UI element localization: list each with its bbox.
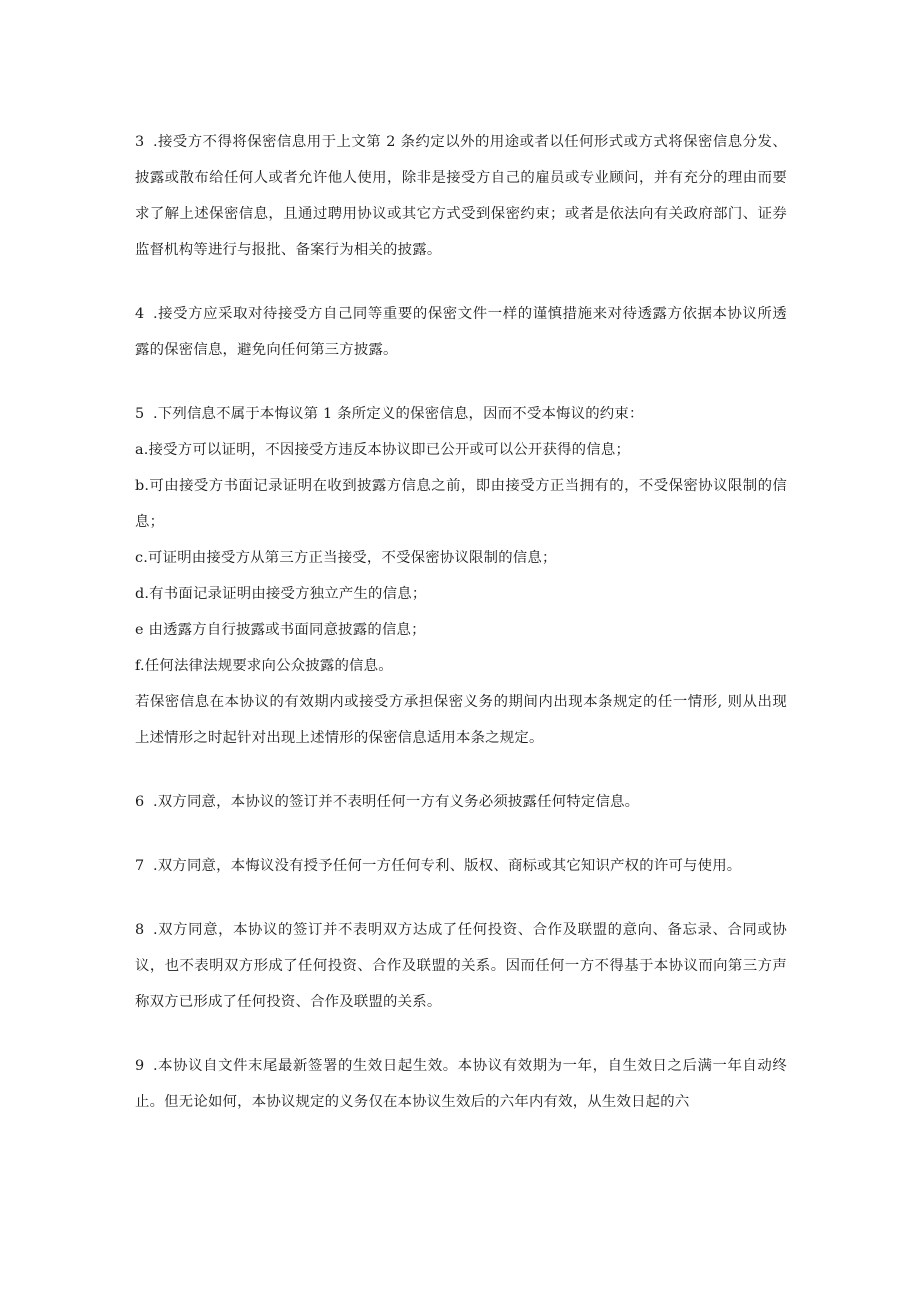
clause-text-line: .接受方应采取对待接受方自己同等重要的保密文件一样的谨慎措施来对待透露方依据本协议所透 — [153, 306, 787, 322]
list-item-b: b.可由接受方书面记录证明在收到披露方信息之前，即由接受方正当拥有的，不受保密协议限制的信 — [135, 478, 787, 494]
clause-number: 8 — [135, 922, 145, 938]
clause-number: 6 — [135, 794, 145, 810]
clause-number: 7 — [135, 858, 145, 874]
clause-number: 5 — [135, 406, 145, 422]
clause-number: 4 — [135, 306, 145, 322]
clause-text-line: 求了解上述保密信息，且通过聘用协议或其它方式受到保密约束；或者是依法向有关政府部门、证券 — [135, 206, 787, 222]
list-item-c: c.可证明由接受方从第三方正当接受，不受保密协议限制的信息； — [135, 550, 557, 566]
clause-text-line: .接受方不得将保密信息用于上文第 2 条约定以外的用途或者以任何形式或方式将保密信息分发、 — [153, 134, 787, 150]
clause-3 — [135, 124, 787, 268]
list-item-e: e 由透露方自行披露或书面同意披露的信息； — [135, 622, 426, 638]
clause-text-line: 上述情形之时起针对出现上述情形的保密信息适用本条之规定。 — [135, 730, 544, 746]
clause-text-line: 露的保密信息，避免向任何第三方披露。 — [135, 342, 398, 358]
clause-8 — [135, 912, 787, 1020]
list-item-a: a.接受方可以证明，不因接受方违反本协议即已公开或可以公开获得的信息； — [135, 442, 631, 458]
clause-text-line: .本协议自文件末尾最新签署的生效日起生效。本协议有效期为一年，自生效日之后满一年自动终 — [153, 1058, 787, 1074]
clause-text-line: 披露或散布给任何人或者允许他人使用，除非是接受方自己的雇员或专业顾问，并有充分的理由而要 — [135, 170, 787, 186]
document-body — [135, 124, 787, 1120]
clause-5 — [135, 396, 787, 756]
clause-text-line: 称双方已形成了任何投资、合作及联盟的关系。 — [135, 994, 442, 1010]
clause-6 — [135, 784, 787, 820]
list-item-d: d.有书面记录证明由接受方独立产生的信息； — [135, 586, 427, 602]
clause-text-line: 监督机构等进行与报批、备案行为相关的披露。 — [135, 242, 442, 258]
list-item-b-cont: 息； — [135, 514, 165, 530]
clause-text-line: .下列信息不属于本悔议第 1 条所定义的保密信息，因而不受本悔议的约束： — [153, 406, 644, 422]
clause-text-line: .双方同意，本悔议没有授予任何一方任何专利、版权、商标或其它知识产权的许可与使用。 — [153, 858, 742, 874]
clause-9 — [135, 1048, 787, 1120]
clause-4 — [135, 296, 787, 368]
clause-number: 3 — [135, 134, 145, 150]
clause-text-line: 若保密信息在本协议的有效期内或接受方承担保密义务的期间内出现本条规定的任一情形, 则从出现 — [135, 694, 787, 710]
clause-text-line: .双方同意，本协议的签订并不表明双方达成了任何投资、合作及联盟的意向、备忘录、合同或协 — [153, 922, 787, 938]
list-item-f: f.任何法律法规要求向公众披露的信息。 — [135, 658, 393, 674]
clause-number: 9 — [135, 1058, 145, 1074]
clause-text-line: 议，也不表明双方形成了任何投资、合作及联盟的关系。因而任何一方不得基于本协议而向第三方声 — [135, 958, 787, 974]
clause-7 — [135, 848, 787, 884]
clause-text-line: 止。但无论如何，本协议规定的义务仅在本协议生效后的六年内有效，从生效日起的六 — [135, 1094, 690, 1110]
clause-text-line: .双方同意，本协议的签订并不表明任何一方有义务必须披露任何特定信息。 — [153, 794, 640, 810]
